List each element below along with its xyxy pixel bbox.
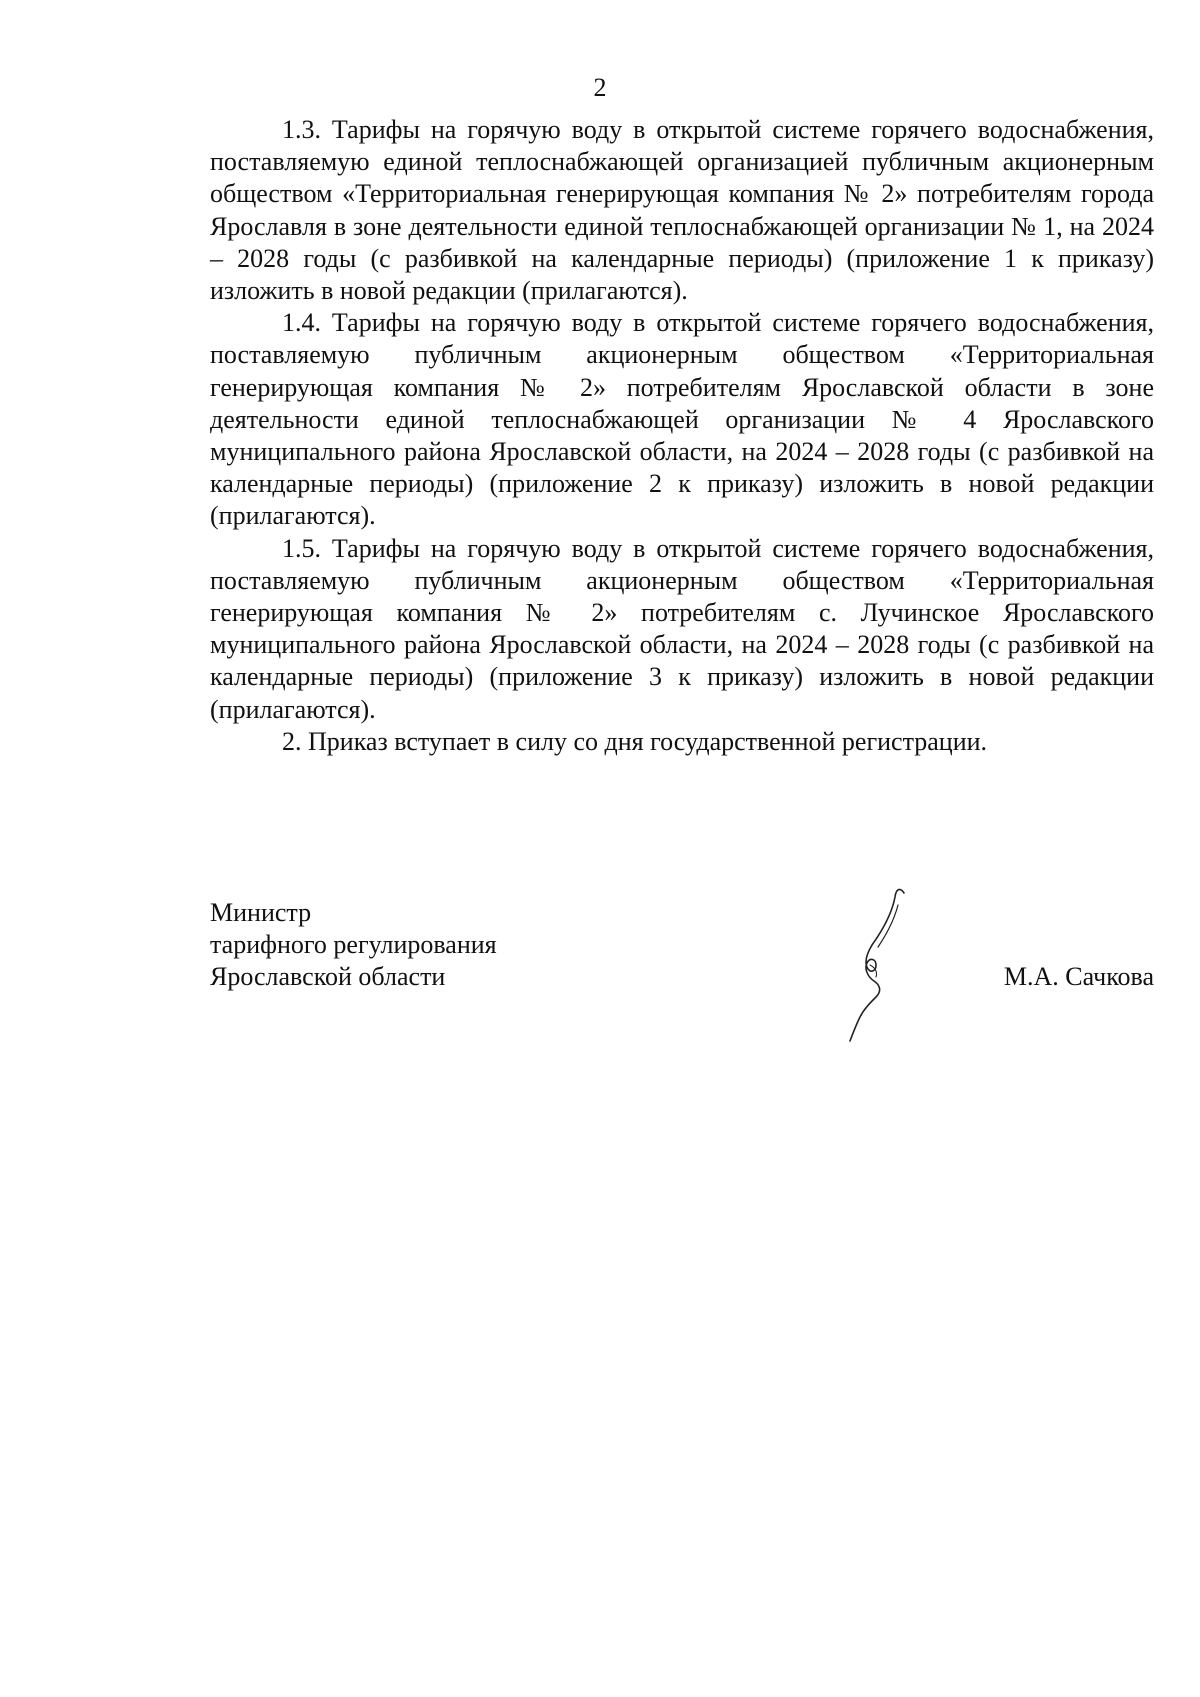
signer-position-line-3: Ярославской области: [210, 962, 446, 991]
handwritten-signature: [840, 885, 930, 1045]
document-body: [210, 114, 1154, 758]
signer-position-line-2: тарифного регулирования: [210, 930, 497, 959]
signature-block: [210, 897, 1154, 1057]
page-number: 2: [593, 73, 607, 102]
signer-name: М.А. Сачкова: [1003, 962, 1154, 991]
paragraph-1-5: 1.5. Тарифы на горячую воду в открытой системе горячего водоснабжения, поставляемую публичным акционерным обществом «Территориальная генерирующая компания № 2» потребителям с. Лучинское Ярославского муниципального района Ярославской области, на 2024 – 2028 годы (с разбивкой на календарные периоды) (приложение 3 к приказу) изложить в новой редакции (прилагаются).: [210, 533, 1154, 724]
paragraph-2-effective-date: 2. Приказ вступает в силу со дня государственной регистрации.: [282, 726, 988, 756]
paragraph-1-4: 1.4. Тарифы на горячую воду в открытой системе горячего водоснабжения, поставляемую публичным акционерным обществом «Территориальная генерирующая компания № 2» потребителям Ярославской области в зоне деятельности единой теплоснабжающей организации № 4 Ярославского муниципального района Ярославской области, на 2024 – 2028 годы (с разбивкой на календарные периоды) (приложение 2 к приказу) изложить в новой редакции (прилагаются).: [210, 308, 1154, 531]
signer-position-line-1: Министр: [210, 898, 312, 927]
paragraph-1-3: 1.3. Тарифы на горячую воду в открытой системе горячего водоснабжения, поставляемую единой теплоснабжающей организацией публичным акционерным обществом «Территориальная генерирующая компания № 2» потребителям города Ярославля в зоне деятельности единой теплоснабжающей организации № 1, на 2024 – 2028 годы (с разбивкой на календарные периоды) (приложение 1 к приказу) изложить в новой редакции (прилагаются).: [210, 115, 1154, 306]
signer-position: [210, 897, 497, 993]
